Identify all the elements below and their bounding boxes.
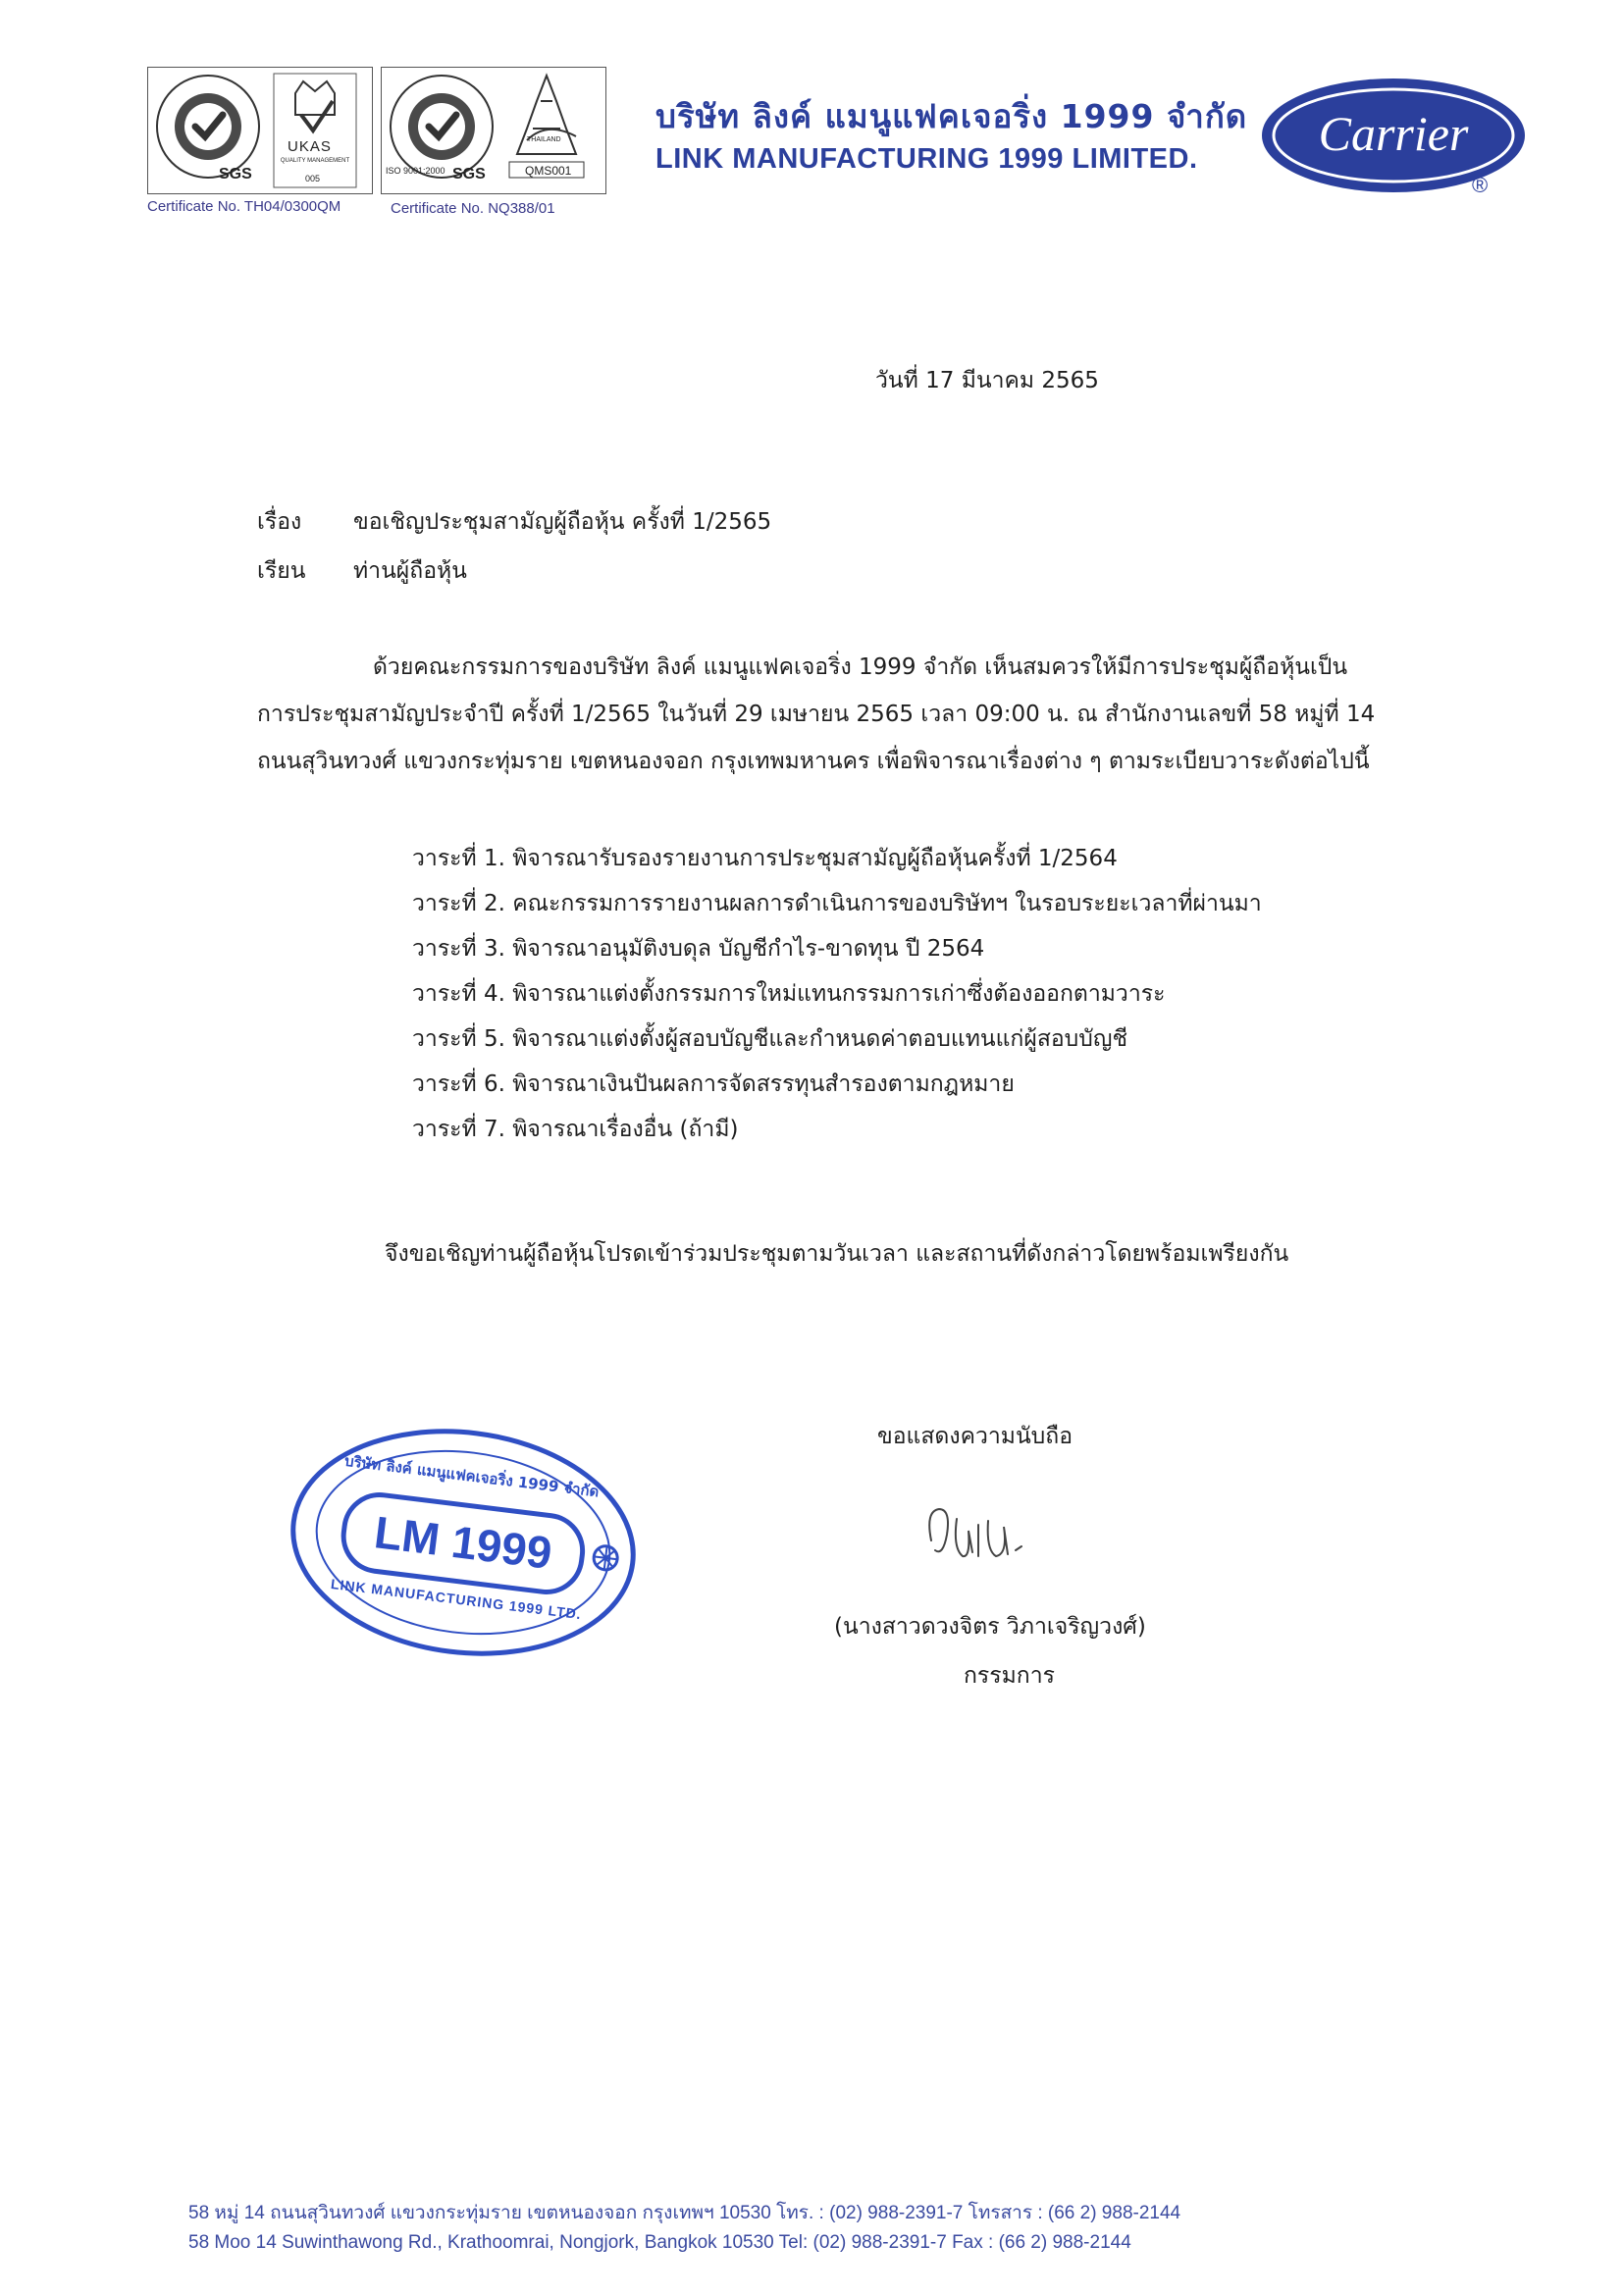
agenda-item-5: วาระที่ 5. พิจารณาแต่งตั้งผู้สอบบัญชีและกำหนดค่าตอบแทนแก่ผู้สอบบัญชี [412,1026,1128,1052]
subject-text: ขอเชิญประชุมสามัญผู้ถือหุ้น ครั้งที่ 1/2565 [353,509,772,535]
subject-label: เรื่อง [257,509,302,535]
registered-mark: ® [1472,173,1489,197]
nac-label: QMS001 [525,164,572,178]
signer-name: (นางสาวดวงจิตร วิภาเจริญวงศ์) [834,1614,1146,1640]
agenda-item-3: วาระที่ 3. พิจารณาอนุมัติงบดุล บัญชีกำไร-ขาดทุน ปี 2564 [412,936,985,962]
carrier-wordmark: Carrier [1318,106,1469,161]
stamp-bottom-arc: LINK MANUFACTURING 1999 LTD. [330,1575,583,1623]
ukas-label: UKAS [288,138,332,155]
ukas-num: 005 [305,174,321,183]
invitation-line: จึงขอเชิญท่านผู้ถือหุ้นโปรดเข้าร่วมประชุมตามวันเวลา และสถานที่ดังกล่าวโดยพร้อมเพรียงกัน [385,1241,1289,1267]
body-line-1: ด้วยคณะกรรมการของบริษัท ลิงค์ แมนูแฟคเจอริ่ง 1999 จำกัด เห็นสมควรให้มีการประชุมผู้ถือหุ้นเป็น [373,654,1348,680]
stamp-top-arc: บริษัท ลิงค์ แมนูแฟคเจอริ่ง 1999 จำกัด [343,1451,601,1501]
closing-text: ขอแสดงความนับถือ [877,1424,1073,1449]
sgs-label-2: SGS [452,166,486,183]
signer-title: กรรมการ [964,1663,1055,1689]
agenda-item-1: วาระที่ 1. พิจารณารับรองรายงานการประชุมสามัญผู้ถือหุ้นครั้งที่ 1/2564 [412,846,1118,871]
ukas-sub: QUALITY MANAGEMENT [280,158,350,164]
ukas-crown-logo [272,72,358,189]
agenda-list [412,836,1262,1152]
agenda-item-6: วาระที่ 6. พิจารณาเงินปันผลการจัดสรรทุนสำรองตามกฎหมาย [412,1071,1015,1097]
sgs-label: SGS [219,166,252,183]
cert-box-sgs-ukas [147,67,373,194]
body-line-2: การประชุมสามัญประจำปี ครั้งที่ 1/2565 ในวันที่ 29 เมษายน 2565 เวลา 09:00 น. ณ สำนักงานเลขที่ 58 หมู่ที่ 14 [257,702,1376,727]
stamp-center-text: LM 1999 [371,1506,555,1579]
thailand-label: THAILAND [527,136,561,143]
agenda-item-7: วาระที่ 7. พิจารณาเรื่องอื่น (ถ้ามี) [412,1117,739,1142]
salutation-label: เรียน [257,558,306,584]
iso-label: ISO 9001:2000 [386,166,445,176]
footer-address-thai: 58 หมู่ 14 ถนนสุวินทวงศ์ แขวงกระทุ่มราย เขตหนองจอก กรุงเทพฯ 10530 โทร. : (02) 988-2391-7 โทรสาร : (66 2) 988-2144 [188,2203,1181,2223]
agenda-item-2: วาระที่ 2. คณะกรรมการรายงานผลการดำเนินการของบริษัทฯ ในรอบระยะเวลาที่ผ่านมา [412,891,1262,916]
body-line-3: ถนนสุวินทวงศ์ แขวงกระทุ่มราย เขตหนองจอก กรุงเทพมหานคร เพื่อพิจารณาเรื่องต่าง ๆ ตามระเบียบวาระดังต่อไปนี้ [257,749,1370,774]
body-paragraph [0,644,1623,785]
handwritten-signature [917,1491,1074,1580]
salutation-text: ท่านผู้ถือหุ้น [353,558,467,584]
cert2-caption: Certificate No. NQ388/01 [391,200,555,217]
company-name-thai: บริษัท ลิงค์ แมนูแฟคเจอริ่ง 1999 จำกัด [655,97,1248,135]
footer-address-english: 58 Moo 14 Suwinthawong Rd., Krathoomrai, Nongjork, Bangkok 10530 Tel: (02) 988-2391-7 Fax : (66 2) 988-2144 [188,2232,1131,2253]
company-seal-stamp [274,1404,654,1681]
letter-date: วันที่ 17 มีนาคม 2565 [875,368,1099,393]
cert-box-sgs-nac [381,67,606,194]
company-name-english: LINK MANUFACTURING 1999 LIMITED. [655,143,1198,175]
cert1-caption: Certificate No. TH04/0300QM [147,198,341,215]
agenda-item-4: วาระที่ 4. พิจารณาแต่งตั้งกรรมการใหม่แทนกรรมการเก่าซึ่งต้องออกตามวาระ [412,981,1166,1007]
carrier-logo [1258,75,1529,194]
